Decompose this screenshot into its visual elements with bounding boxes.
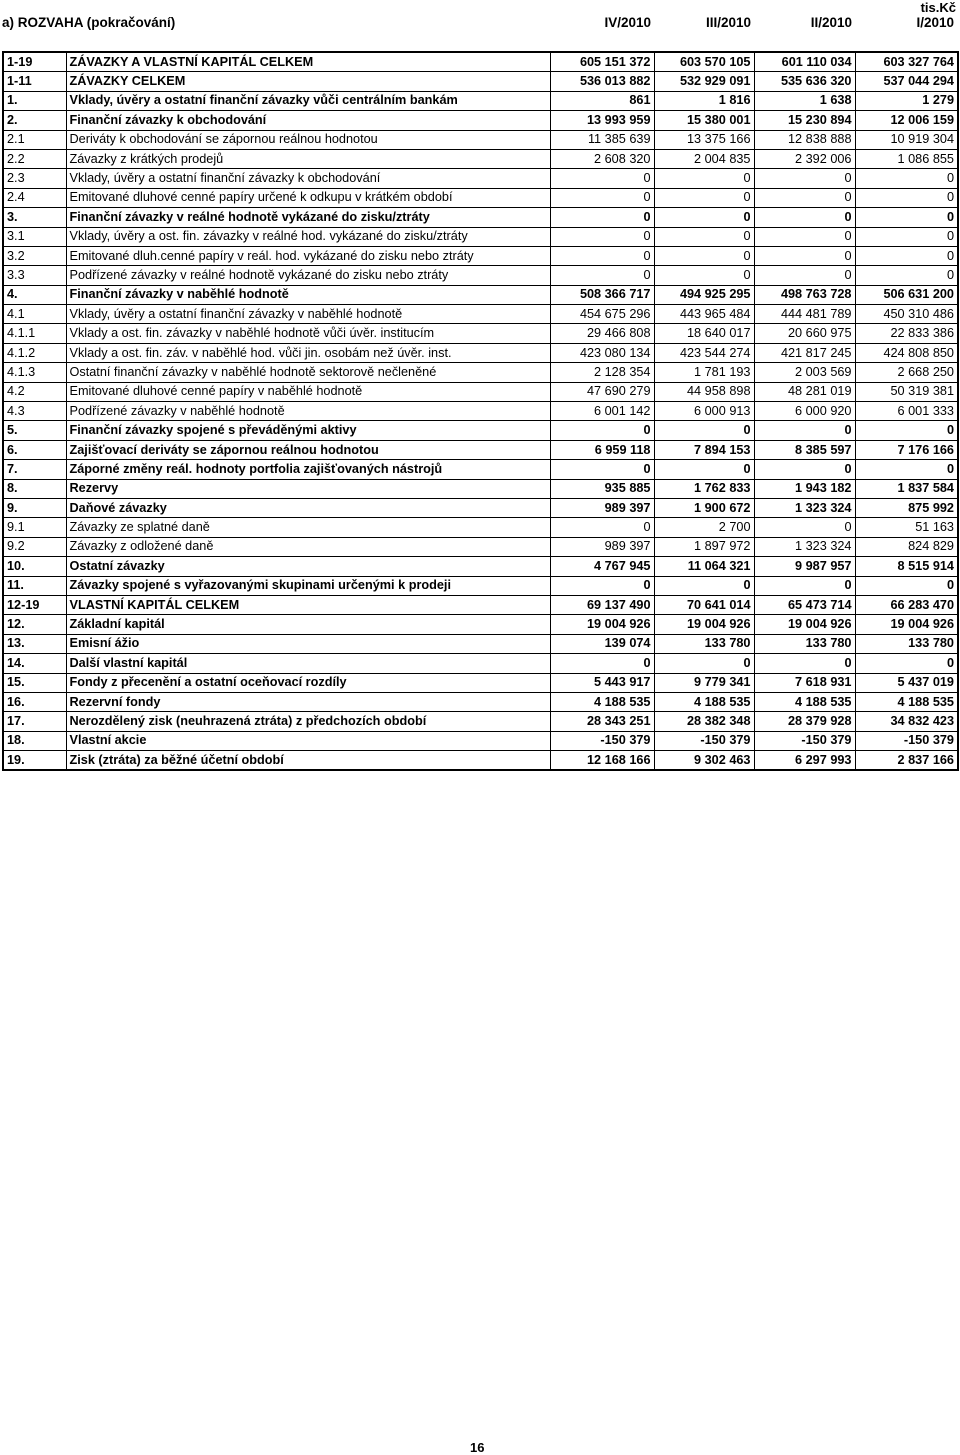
row-label: Závazky z krátkých prodejů <box>66 149 550 168</box>
table-row <box>3 692 958 711</box>
value-cell: 0 <box>550 169 654 188</box>
row-label: Záporné změny reál. hodnoty portfolia zajišťovaných nástrojů <box>66 460 550 479</box>
value-cell: 537 044 294 <box>855 72 958 91</box>
value-cell: 605 151 372 <box>550 52 654 72</box>
value-cell: 1 816 <box>654 91 754 110</box>
value-cell: 0 <box>855 227 958 246</box>
value-cell: 1 638 <box>754 91 855 110</box>
value-cell: 0 <box>754 460 855 479</box>
value-cell: 11 385 639 <box>550 130 654 149</box>
row-code: 2.4 <box>3 188 66 207</box>
row-code: 12. <box>3 615 66 634</box>
table-body <box>3 52 958 770</box>
table-row <box>3 149 958 168</box>
value-cell: 498 763 728 <box>754 285 855 304</box>
row-label: Finanční závazky spojené s převáděnými aktivy <box>66 421 550 440</box>
value-cell: 20 660 975 <box>754 324 855 343</box>
table-row <box>3 537 958 556</box>
value-cell: 0 <box>654 266 754 285</box>
value-cell: 0 <box>550 227 654 246</box>
row-label: Emitované dluh.cenné papíry v reál. hod. vykázané do zisku nebo ztráty <box>66 246 550 265</box>
value-cell: 423 544 274 <box>654 343 754 362</box>
row-code: 11. <box>3 576 66 595</box>
row-code: 7. <box>3 460 66 479</box>
row-label: Ostatní závazky <box>66 557 550 576</box>
value-cell: 9 987 957 <box>754 557 855 576</box>
row-code: 1-19 <box>3 52 66 72</box>
table-row <box>3 285 958 304</box>
row-code: 9. <box>3 498 66 517</box>
value-cell: 0 <box>654 208 754 227</box>
table-row <box>3 615 958 634</box>
value-cell: -150 379 <box>754 731 855 750</box>
value-cell: 0 <box>754 421 855 440</box>
table-row <box>3 343 958 362</box>
value-cell: 6 000 913 <box>654 402 754 421</box>
row-label: Závazky ze splatné daně <box>66 518 550 537</box>
value-cell: 508 366 717 <box>550 285 654 304</box>
value-cell: 0 <box>754 518 855 537</box>
quarter-header-3: II/2010 <box>810 15 852 30</box>
value-cell: 4 188 535 <box>754 692 855 711</box>
table-row <box>3 52 958 72</box>
value-cell: 0 <box>550 654 654 673</box>
row-code: 3.3 <box>3 266 66 285</box>
value-cell: 443 965 484 <box>654 305 754 324</box>
row-code: 10. <box>3 557 66 576</box>
value-cell: 4 188 535 <box>654 692 754 711</box>
row-code: 9.2 <box>3 537 66 556</box>
value-cell: 5 443 917 <box>550 673 654 692</box>
row-code: 2. <box>3 111 66 130</box>
value-cell: 29 466 808 <box>550 324 654 343</box>
table-row <box>3 169 958 188</box>
table-row <box>3 266 958 285</box>
row-label: Závazky spojené s vyřazovanými skupinami určenými k prodeji <box>66 576 550 595</box>
unit-label: tis.Kč <box>920 0 956 15</box>
table-row <box>3 731 958 750</box>
value-cell: 7 176 166 <box>855 440 958 459</box>
value-cell: 1 943 182 <box>754 479 855 498</box>
table-row <box>3 72 958 91</box>
table-heading <box>2 15 957 35</box>
value-cell: 48 281 019 <box>754 382 855 401</box>
row-label: Rezervní fondy <box>66 692 550 711</box>
table-row <box>3 111 958 130</box>
value-cell: 444 481 789 <box>754 305 855 324</box>
value-cell: 12 838 888 <box>754 130 855 149</box>
value-cell: 861 <box>550 91 654 110</box>
value-cell: 1 086 855 <box>855 149 958 168</box>
row-label: Další vlastní kapitál <box>66 654 550 673</box>
row-label: ZÁVAZKY A VLASTNÍ KAPITÁL CELKEM <box>66 52 550 72</box>
value-cell: 19 004 926 <box>550 615 654 634</box>
table-row <box>3 595 958 614</box>
table-row <box>3 479 958 498</box>
page-number: 16 <box>470 1440 485 1455</box>
row-code: 18. <box>3 731 66 750</box>
value-cell: 0 <box>654 421 754 440</box>
value-cell: 0 <box>654 576 754 595</box>
value-cell: 1 323 324 <box>754 537 855 556</box>
value-cell: 8 385 597 <box>754 440 855 459</box>
value-cell: 13 993 959 <box>550 111 654 130</box>
value-cell: 47 690 279 <box>550 382 654 401</box>
value-cell: 66 283 470 <box>855 595 958 614</box>
value-cell: 6 001 142 <box>550 402 654 421</box>
row-code: 2.3 <box>3 169 66 188</box>
row-label: Základní kapitál <box>66 615 550 634</box>
value-cell: 4 188 535 <box>855 692 958 711</box>
row-label: Podřízené závazky v naběhlé hodnotě <box>66 402 550 421</box>
value-cell: 0 <box>754 208 855 227</box>
value-cell: 0 <box>754 246 855 265</box>
value-cell: 5 437 019 <box>855 673 958 692</box>
row-label: Vklady a ost. fin. závazky v naběhlé hodnotě vůči úvěr. institucím <box>66 324 550 343</box>
row-label: Daňové závazky <box>66 498 550 517</box>
value-cell: 450 310 486 <box>855 305 958 324</box>
value-cell: 6 297 993 <box>754 751 855 771</box>
value-cell: 0 <box>754 266 855 285</box>
value-cell: 601 110 034 <box>754 52 855 72</box>
value-cell: 603 327 764 <box>855 52 958 72</box>
row-label: Zajišťovací deriváty se zápornou reálnou hodnotou <box>66 440 550 459</box>
row-label: Emitované dluhové cenné papíry v naběhlé hodnotě <box>66 382 550 401</box>
value-cell: 0 <box>855 460 958 479</box>
table-row <box>3 654 958 673</box>
value-cell: 824 829 <box>855 537 958 556</box>
value-cell: 6 959 118 <box>550 440 654 459</box>
value-cell: 0 <box>654 169 754 188</box>
table-row <box>3 673 958 692</box>
value-cell: 0 <box>550 460 654 479</box>
value-cell: 603 570 105 <box>654 52 754 72</box>
value-cell: 11 064 321 <box>654 557 754 576</box>
value-cell: 9 302 463 <box>654 751 754 771</box>
value-cell: 454 675 296 <box>550 305 654 324</box>
row-label: Finanční závazky v naběhlé hodnotě <box>66 285 550 304</box>
value-cell: 0 <box>550 421 654 440</box>
row-code: 4.1 <box>3 305 66 324</box>
value-cell: 1 279 <box>855 91 958 110</box>
value-cell: 423 080 134 <box>550 343 654 362</box>
value-cell: 1 837 584 <box>855 479 958 498</box>
value-cell: 2 004 835 <box>654 149 754 168</box>
value-cell: 1 781 193 <box>654 363 754 382</box>
value-cell: 2 003 569 <box>754 363 855 382</box>
row-label: Fondy z přecenění a ostatní oceňovací rozdíly <box>66 673 550 692</box>
row-label: Ostatní finanční závazky v naběhlé hodnotě sektorově nečleněné <box>66 363 550 382</box>
value-cell: 0 <box>754 227 855 246</box>
value-cell: 0 <box>654 227 754 246</box>
row-code: 5. <box>3 421 66 440</box>
value-cell: 2 128 354 <box>550 363 654 382</box>
value-cell: 7 894 153 <box>654 440 754 459</box>
value-cell: 0 <box>550 266 654 285</box>
value-cell: 536 013 882 <box>550 72 654 91</box>
row-label: Zisk (ztráta) za běžné účetní období <box>66 751 550 771</box>
row-code: 16. <box>3 692 66 711</box>
row-label: Vlastní akcie <box>66 731 550 750</box>
value-cell: 4 767 945 <box>550 557 654 576</box>
row-code: 1-11 <box>3 72 66 91</box>
value-cell: -150 379 <box>654 731 754 750</box>
value-cell: 1 900 672 <box>654 498 754 517</box>
value-cell: 28 382 348 <box>654 712 754 731</box>
table-row <box>3 363 958 382</box>
value-cell: 19 004 926 <box>654 615 754 634</box>
value-cell: 22 833 386 <box>855 324 958 343</box>
value-cell: 6 001 333 <box>855 402 958 421</box>
value-cell: 0 <box>754 188 855 207</box>
value-cell: 13 375 166 <box>654 130 754 149</box>
quarter-header-2: III/2010 <box>705 15 751 30</box>
value-cell: 0 <box>654 246 754 265</box>
row-code: 14. <box>3 654 66 673</box>
value-cell: 1 897 972 <box>654 537 754 556</box>
value-cell: 50 319 381 <box>855 382 958 401</box>
value-cell: 2 837 166 <box>855 751 958 771</box>
table-row <box>3 208 958 227</box>
value-cell: 69 137 490 <box>550 595 654 614</box>
value-cell: 0 <box>654 654 754 673</box>
row-label: Nerozdělený zisk (neuhrazená ztráta) z předchozích období <box>66 712 550 731</box>
row-code: 4.1.3 <box>3 363 66 382</box>
row-label: Finanční závazky k obchodování <box>66 111 550 130</box>
table-row <box>3 227 958 246</box>
value-cell: 133 780 <box>855 634 958 653</box>
value-cell: 1 762 833 <box>654 479 754 498</box>
section-title: a) ROZVAHA (pokračování) <box>2 15 176 30</box>
value-cell: 7 618 931 <box>754 673 855 692</box>
value-cell: 0 <box>855 188 958 207</box>
value-cell: 0 <box>754 654 855 673</box>
value-cell: 51 163 <box>855 518 958 537</box>
value-cell: 19 004 926 <box>754 615 855 634</box>
row-code: 17. <box>3 712 66 731</box>
row-code: 3.2 <box>3 246 66 265</box>
value-cell: 28 379 928 <box>754 712 855 731</box>
value-cell: 133 780 <box>654 634 754 653</box>
row-label: Vklady, úvěry a ostatní finanční závazky vůči centrálním bankám <box>66 91 550 110</box>
row-code: 9.1 <box>3 518 66 537</box>
value-cell: 0 <box>550 246 654 265</box>
value-cell: 535 636 320 <box>754 72 855 91</box>
row-label: Emisní ážio <box>66 634 550 653</box>
row-code: 4. <box>3 285 66 304</box>
row-code: 1. <box>3 91 66 110</box>
value-cell: 44 958 898 <box>654 382 754 401</box>
value-cell: 0 <box>855 654 958 673</box>
row-code: 4.1.1 <box>3 324 66 343</box>
table-row <box>3 246 958 265</box>
value-cell: 0 <box>654 460 754 479</box>
table-row <box>3 402 958 421</box>
row-label: Vklady, úvěry a ostatní finanční závazky v naběhlé hodnotě <box>66 305 550 324</box>
value-cell: 0 <box>855 576 958 595</box>
value-cell: 0 <box>855 208 958 227</box>
table-row <box>3 382 958 401</box>
value-cell: 2 392 006 <box>754 149 855 168</box>
value-cell: 34 832 423 <box>855 712 958 731</box>
value-cell: 2 668 250 <box>855 363 958 382</box>
table-row <box>3 712 958 731</box>
table-row <box>3 91 958 110</box>
value-cell: 0 <box>550 518 654 537</box>
row-code: 4.3 <box>3 402 66 421</box>
value-cell: 0 <box>855 169 958 188</box>
value-cell: 12 006 159 <box>855 111 958 130</box>
table-row <box>3 518 958 537</box>
value-cell: -150 379 <box>855 731 958 750</box>
value-cell: 28 343 251 <box>550 712 654 731</box>
value-cell: 15 230 894 <box>754 111 855 130</box>
value-cell: 0 <box>855 266 958 285</box>
row-code: 3.1 <box>3 227 66 246</box>
table-row <box>3 460 958 479</box>
value-cell: 19 004 926 <box>855 615 958 634</box>
value-cell: 9 779 341 <box>654 673 754 692</box>
value-cell: 12 168 166 <box>550 751 654 771</box>
table-row <box>3 188 958 207</box>
value-cell: 10 919 304 <box>855 130 958 149</box>
value-cell: 0 <box>654 188 754 207</box>
value-cell: 935 885 <box>550 479 654 498</box>
quarter-header-1: IV/2010 <box>604 15 651 30</box>
quarter-header-4: I/2010 <box>916 15 954 30</box>
row-label: Podřízené závazky v reálné hodnotě vykázané do zisku nebo ztráty <box>66 266 550 285</box>
value-cell: 424 808 850 <box>855 343 958 362</box>
value-cell: 6 000 920 <box>754 402 855 421</box>
value-cell: 0 <box>754 169 855 188</box>
value-cell: 133 780 <box>754 634 855 653</box>
row-label: Deriváty k obchodování se zápornou reálnou hodnotou <box>66 130 550 149</box>
value-cell: 1 323 324 <box>754 498 855 517</box>
value-cell: 0 <box>550 208 654 227</box>
value-cell: 0 <box>855 246 958 265</box>
row-label: Emitované dluhové cenné papíry určené k odkupu v krátkém období <box>66 188 550 207</box>
row-code: 19. <box>3 751 66 771</box>
value-cell: -150 379 <box>550 731 654 750</box>
table-row <box>3 324 958 343</box>
row-label: Vklady, úvěry a ostatní finanční závazky k obchodování <box>66 169 550 188</box>
table-row <box>3 576 958 595</box>
value-cell: 989 397 <box>550 537 654 556</box>
value-cell: 4 188 535 <box>550 692 654 711</box>
row-code: 12-19 <box>3 595 66 614</box>
balance-sheet-table <box>2 51 959 771</box>
table-row <box>3 557 958 576</box>
row-code: 4.2 <box>3 382 66 401</box>
value-cell: 0 <box>550 188 654 207</box>
row-code: 3. <box>3 208 66 227</box>
row-label: Vklady, úvěry a ost. fin. závazky v reálné hod. vykázané do zisku/ztráty <box>66 227 550 246</box>
value-cell: 65 473 714 <box>754 595 855 614</box>
value-cell: 70 641 014 <box>654 595 754 614</box>
table-row <box>3 305 958 324</box>
row-label: Vklady a ost. fin. záv. v naběhlé hod. vůči jin. osobám než úvěr. inst. <box>66 343 550 362</box>
row-label: Finanční závazky v reálné hodnotě vykázané do zisku/ztráty <box>66 208 550 227</box>
value-cell: 15 380 001 <box>654 111 754 130</box>
value-cell: 18 640 017 <box>654 324 754 343</box>
value-cell: 506 631 200 <box>855 285 958 304</box>
row-code: 4.1.2 <box>3 343 66 362</box>
value-cell: 875 992 <box>855 498 958 517</box>
row-code: 2.2 <box>3 149 66 168</box>
row-code: 6. <box>3 440 66 459</box>
row-label: Rezervy <box>66 479 550 498</box>
table-row <box>3 440 958 459</box>
value-cell: 421 817 245 <box>754 343 855 362</box>
value-cell: 989 397 <box>550 498 654 517</box>
table-row <box>3 634 958 653</box>
row-label: Závazky z odložené daně <box>66 537 550 556</box>
value-cell: 0 <box>855 421 958 440</box>
row-code: 8. <box>3 479 66 498</box>
table-row <box>3 130 958 149</box>
table-row <box>3 751 958 771</box>
row-label: VLASTNÍ KAPITÁL CELKEM <box>66 595 550 614</box>
value-cell: 8 515 914 <box>855 557 958 576</box>
value-cell: 532 929 091 <box>654 72 754 91</box>
value-cell: 494 925 295 <box>654 285 754 304</box>
row-code: 15. <box>3 673 66 692</box>
table-row <box>3 498 958 517</box>
row-label: ZÁVAZKY CELKEM <box>66 72 550 91</box>
value-cell: 2 608 320 <box>550 149 654 168</box>
value-cell: 0 <box>754 576 855 595</box>
row-code: 2.1 <box>3 130 66 149</box>
value-cell: 139 074 <box>550 634 654 653</box>
value-cell: 0 <box>550 576 654 595</box>
value-cell: 2 700 <box>654 518 754 537</box>
table-row <box>3 421 958 440</box>
row-code: 13. <box>3 634 66 653</box>
